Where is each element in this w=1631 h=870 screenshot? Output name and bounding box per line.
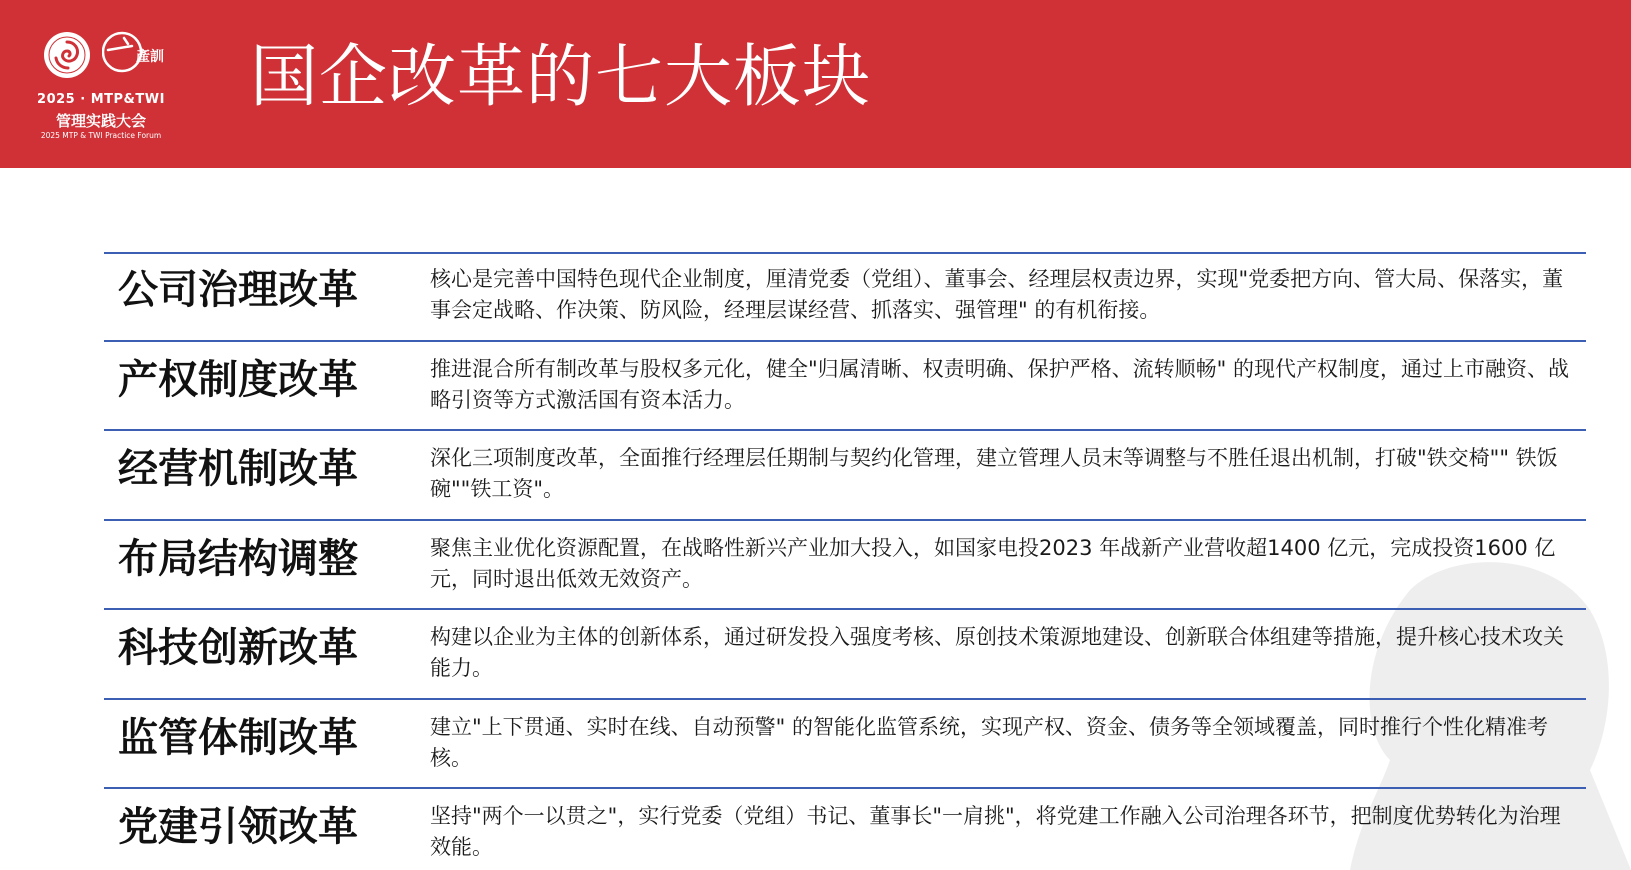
header-banner (0, 0, 1631, 168)
reform-table (104, 252, 1586, 870)
row-description: 坚持"两个一以贯之"，实行党委（党组）书记、董事长"一肩挑"，将党建工作融入公司治理各环节，把制度优势转化为治理效能。 (430, 804, 1561, 859)
row-label: 科技创新改革 (118, 625, 358, 671)
row-label: 公司治理改革 (118, 267, 358, 313)
table-row (104, 342, 1586, 430)
row-label: 产权制度改革 (118, 356, 358, 403)
row-label: 监管体制改革 (118, 714, 358, 761)
logo-english-name: 2025 MTP & TWI Practice Forum (40, 131, 162, 140)
brand-mark-text: 產訓 (136, 49, 164, 65)
table-row (104, 252, 1586, 340)
page-title: 国企改革的七大板块 (250, 38, 872, 117)
row-description: 建立"上下贯通、实时在线、自动预警" 的智能化监管系统，实现产权、资金、债务等全领域覆盖，同时推行个性化精准考核。 (430, 714, 1548, 770)
table-row (104, 700, 1586, 788)
logo-year-line: 2025 · MTP&TWI (37, 92, 165, 107)
table-row (104, 789, 1586, 870)
row-description: 核心是完善中国特色现代企业制度，厘清党委（党组）、董事会、经理层权责边界，实现"党委把方向、管大局、保落实，董事会定战略、作决策、防风险，经理层谋经营、抓落实、强管理" 的有机衔接。 (430, 267, 1564, 322)
row-description: 推进混合所有制改革与股权多元化，健全"归属清晰、权责明确、保护严格、流转顺畅" 的现代产权制度，通过上市融资、战略引资等方式激活国有资本活力。 (430, 356, 1569, 412)
row-label: 党建引领改革 (118, 804, 358, 850)
row-description: 深化三项制度改革，全面推行经理层任期制与契约化管理，建立管理人员末等调整与不胜任退出机制，打破"铁交椅"" 铁饭碗""铁工资"。 (430, 446, 1558, 501)
table-row (104, 431, 1586, 519)
table-row (104, 610, 1586, 698)
forum-badge-icon (42, 30, 92, 80)
row-description: 构建以企业为主体的创新体系，通过研发投入强度考核、原创技术策源地建设、创新联合体组建等措施，提升核心技术攻关能力。 (430, 625, 1564, 680)
row-description: 聚焦主业优化资源配置，在战略性新兴产业加大投入，如国家电投2023 年战新产业营收超1400 亿元，完成投资1600 亿元，同时退出低效无效资产。 (430, 535, 1556, 591)
row-label: 布局结构调整 (118, 535, 358, 582)
logo-conference-name: 管理实践大会 (55, 112, 146, 130)
table-row (104, 521, 1586, 609)
conference-logo (36, 26, 166, 146)
row-label: 经营机制改革 (118, 446, 358, 492)
